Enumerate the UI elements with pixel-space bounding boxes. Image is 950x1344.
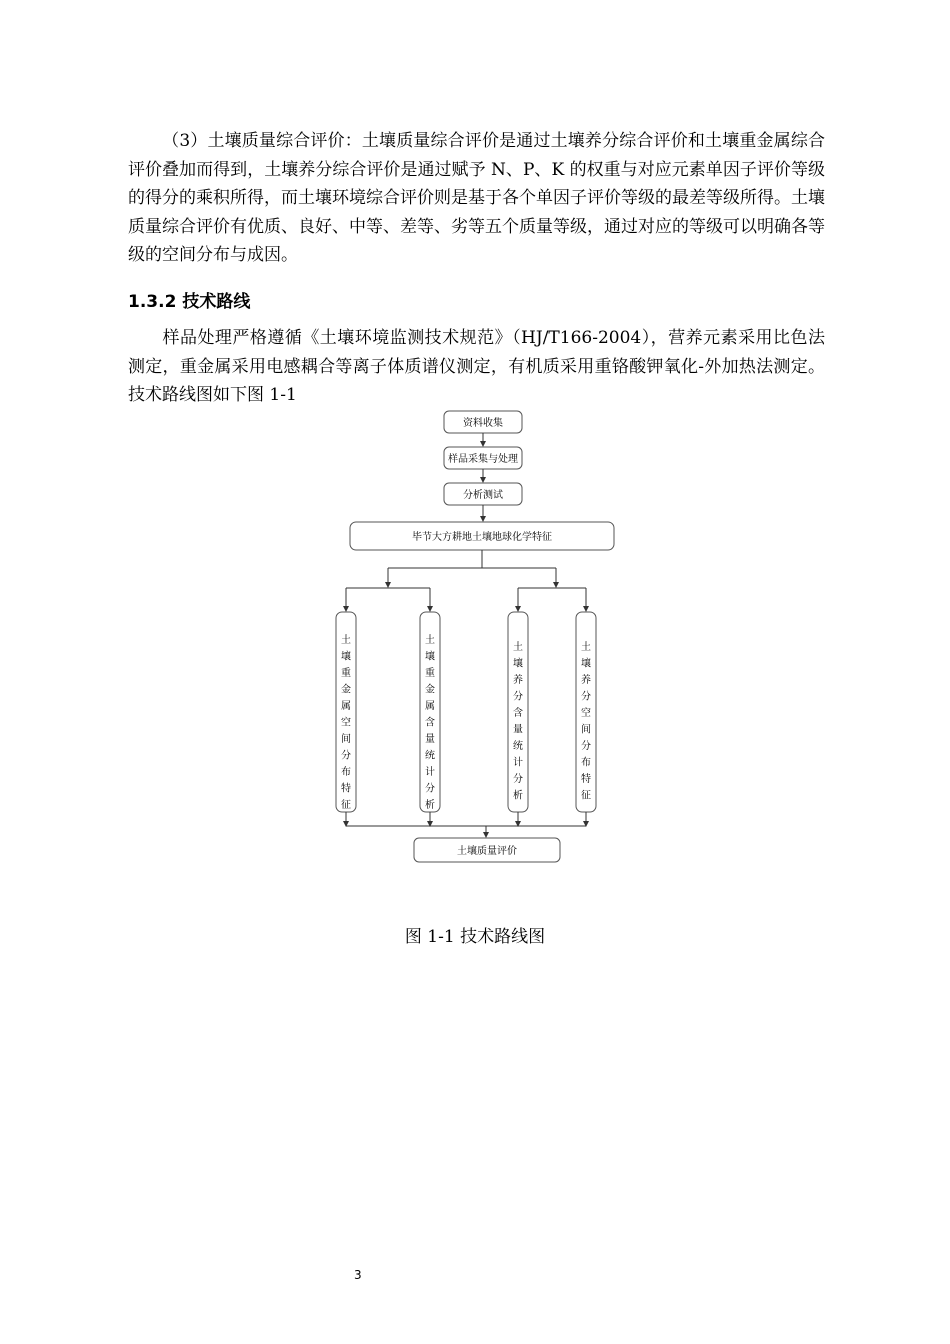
paragraph-evaluation-text: （3）土壤质量综合评价：土壤质量综合评价是通过土壤养分综合评价和土壤重金属综合评价叠加而得到，土壤养分综合评价是通过赋予 N、P、K 的权重与对应元素单因子评价等级的得分的乘积所得，而土壤环境综合评价则是基于各个单因子评价等级的最差等级所得。土壤质量综合评价有优质、良好、中等、差等、劣等五个质量等级，通过对应的等级可以明确各等级的空间分布与成因。	[128, 131, 825, 265]
flowchart-svg	[320, 405, 640, 875]
paragraph-route-text: 样品处理严格遵循《土壤环境监测技术规范》（HJ/T166-2004），营养元素采用比色法测定，重金属采用电感耦合等离子体质谱仪测定，有机质采用重铬酸钾氧化-外加热法测定。技术路线图如下图 1-1	[128, 328, 825, 405]
flow-node-step3-label: 分析测试	[463, 490, 503, 501]
flow-node-result-label: 土壤质量评价	[457, 846, 517, 857]
flow-branch-2-label: 土壤重金属含量统计分析	[425, 635, 435, 811]
section-heading: 1.3.2 技术路线	[128, 292, 251, 312]
flow-node-main-label: 毕节大方耕地土壤地球化学特征	[412, 532, 552, 543]
flow-node-step2-label: 样品采集与处理	[448, 454, 518, 465]
flow-branch-3-label: 土壤养分含量统计分析	[513, 642, 523, 802]
flowchart-figure	[320, 405, 640, 875]
flow-branch-4-label: 土壤养分空间分布特征	[581, 642, 591, 802]
paragraph-route	[128, 324, 825, 410]
flow-node-step1-label: 资料收集	[463, 418, 503, 429]
figure-caption: 图 1-1 技术路线图	[404, 927, 546, 947]
page-number: 3	[354, 1268, 362, 1282]
paragraph-evaluation	[128, 127, 825, 270]
flow-branch-1-label: 土壤重金属空间分布特征	[341, 635, 351, 811]
